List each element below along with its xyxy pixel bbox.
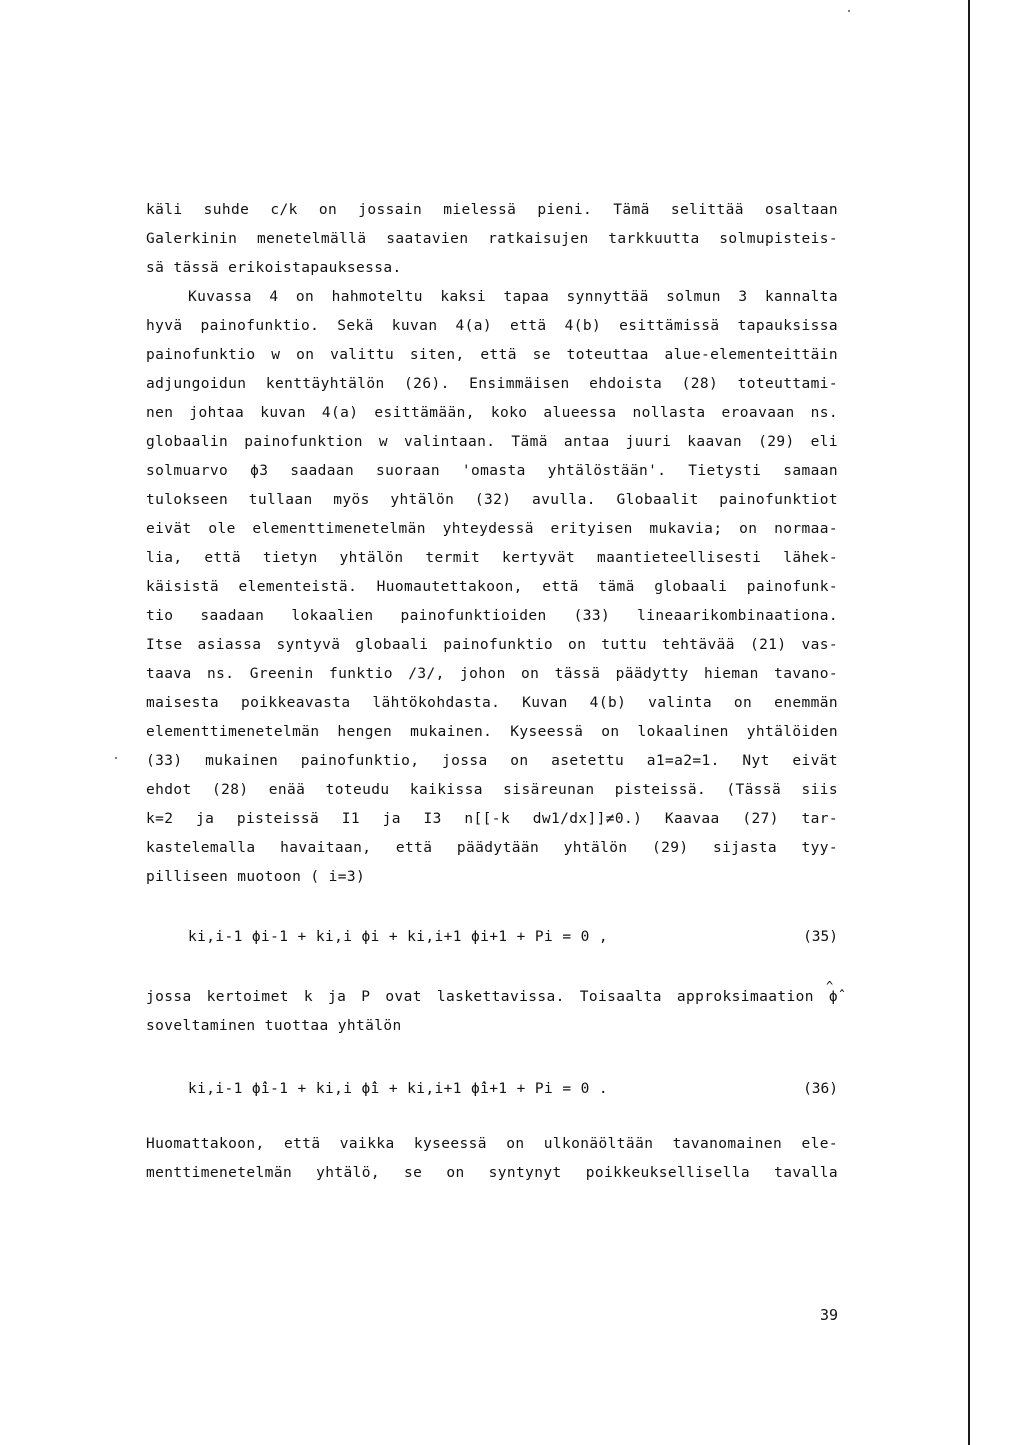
equation-36-number: (36) [803, 1081, 838, 1097]
text-line: lia, että tietyn yhtälön termit kertyvät maantieteellisesti lähek- [146, 550, 838, 566]
text-line: k=2 ja pisteissä I1 ja I3 n[[-k dw1/dx]]≠0.) Kaavaa (27) tar- [146, 811, 838, 827]
text-line: maisesta poikkeavasta lähtökohdasta. Kuvan 4(b) valinta on enemmän [146, 695, 838, 711]
text-line: hyvä painofunktio. Sekä kuvan 4(a) että 4(b) esittämissä tapauksissa [146, 318, 838, 334]
text-line: Galerkinin menetelmällä saatavien ratkaisujen tarkkuutta solmupisteis- [146, 231, 838, 247]
text-line: ehdot (28) enää toteudu kaikissa sisäreunan pisteissä. (Tässä siis [146, 782, 838, 798]
hat-accent: ^ [826, 979, 834, 993]
text-line: soveltaminen tuottaa yhtälön [146, 1018, 402, 1034]
text-line: painofunktio w on valittu siten, että se toteuttaa alue-elementeittäin [146, 347, 838, 363]
page-number: 39 [820, 1306, 839, 1324]
text-line: tio saadaan lokaalien painofunktioiden (33) lineaarikombinaationa. [146, 608, 838, 624]
text-line: kastelemalla havaitaan, että päädytään yhtälön (29) sijasta tyy- [146, 840, 838, 856]
text-line: pilliseen muotoon ( i=3) [146, 869, 366, 885]
text-line: eivät ole elementtimenetelmän yhteydessä erityisen mukavia; on normaa- [146, 521, 838, 537]
text-line: nen johtaa kuvan 4(a) esittämään, koko alueessa nollasta eroavaan ns. [146, 405, 838, 421]
equation-35-number: (35) [803, 929, 838, 945]
text-line: elementtimenetelmän hengen mukainen. Kyseessä on lokaalinen yhtälöiden [146, 724, 838, 740]
text-line: globaalin painofunktion w valintaan. Tämä antaa juuri kaavan (29) eli [146, 434, 838, 450]
equation-36: ki,i-1 ϕ̂i-1 + ki,i ϕ̂i + ki,i+1 ϕ̂i+1 + Pi = 0 . [188, 1081, 608, 1097]
text-line: (33) mukainen painofunktio, jossa on asetettu a1=a2=1. Nyt eivät [146, 753, 838, 769]
scan-speck [848, 10, 850, 12]
text-line: sä tässä erikoistapauksessa. [146, 260, 402, 276]
text-line: Kuvassa 4 on hahmoteltu kaksi tapaa synnyttää solmun 3 kannalta [188, 289, 838, 305]
scan-edge-line [968, 0, 970, 1445]
text-line: jossa kertoimet k ja P ovat laskettavissa. Toisaalta approksimaation ϕ̂ [146, 989, 838, 1005]
text-line: käli suhde c/k on jossain mielessä pieni. Tämä selittää osaltaan [146, 202, 838, 218]
text-line: käisistä elementeistä. Huomautettakoon, että tämä globaali painofunk- [146, 579, 838, 595]
text-line: solmuarvo ϕ3 saadaan suoraan 'omasta yhtälöstään'. Tietysti samaan [146, 463, 838, 479]
equation-35: ki,i-1 ϕi-1 + ki,i ϕi + ki,i+1 ϕi+1 + Pi = 0 , [188, 929, 608, 945]
text-line: tulokseen tullaan myös yhtälön (32) avulla. Globaalit painofunktiot [146, 492, 838, 508]
scan-speck [115, 757, 117, 759]
text-line: taava ns. Greenin funktio /3/, johon on tässä päädytty hieman tavano- [146, 666, 838, 682]
text-line: menttimenetelmän yhtälö, se on syntynyt poikkeuksellisella tavalla [146, 1165, 838, 1181]
text-line: Itse asiassa syntyvä globaali painofunktio on tuttu tehtävää (21) vas- [146, 637, 838, 653]
text-line: Huomattakoon, että vaikka kyseessä on ulkonäöltään tavanomainen ele- [146, 1136, 838, 1152]
text-line: adjungoidun kenttäyhtälön (26). Ensimmäisen ehdoista (28) toteuttami- [146, 376, 838, 392]
